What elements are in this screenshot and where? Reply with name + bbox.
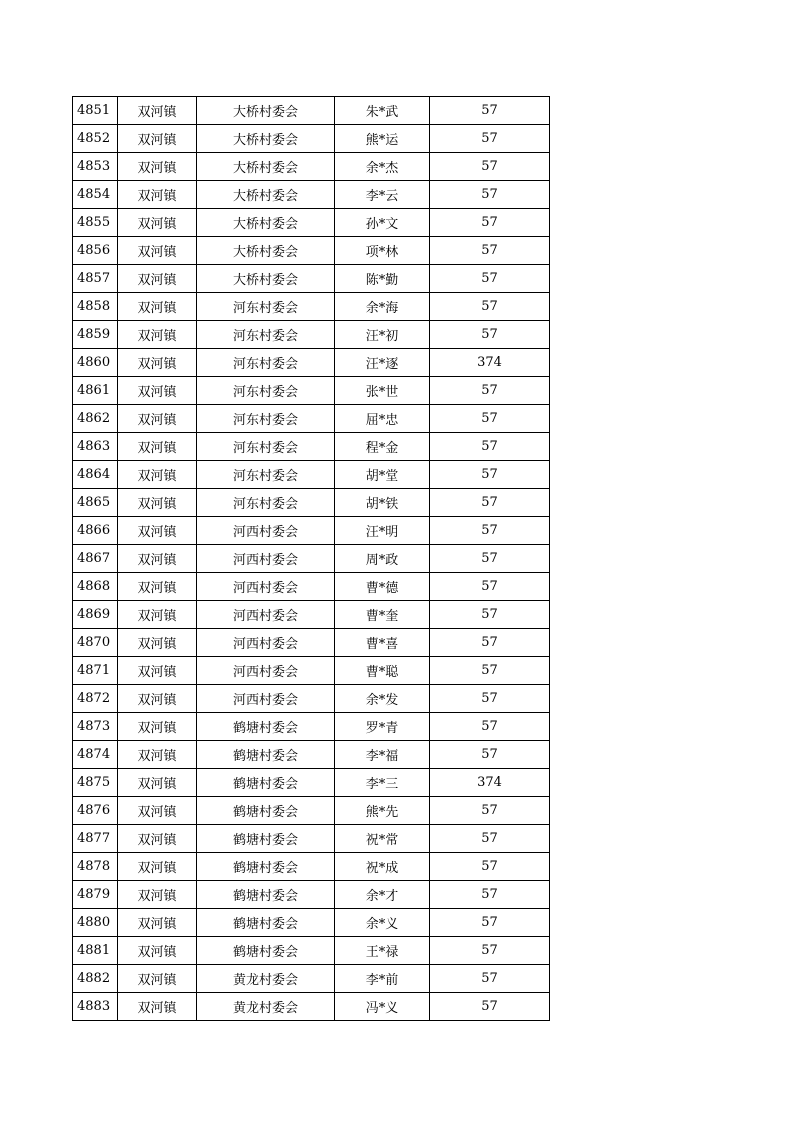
row-number-cell: 4876 xyxy=(73,797,118,825)
town-cell: 双河镇 xyxy=(118,881,197,909)
row-number-cell: 4866 xyxy=(73,517,118,545)
village-committee-cell: 鹤塘村委会 xyxy=(197,769,335,797)
row-number-cell: 4879 xyxy=(73,881,118,909)
table-row xyxy=(73,573,550,601)
person-name-cell: 王*禄 xyxy=(335,937,430,965)
table-row xyxy=(73,685,550,713)
village-committee-cell: 大桥村委会 xyxy=(197,153,335,181)
amount-cell: 57 xyxy=(430,377,550,405)
amount-cell: 57 xyxy=(430,993,550,1021)
amount-cell: 57 xyxy=(430,853,550,881)
village-committee-cell: 黄龙村委会 xyxy=(197,993,335,1021)
row-number-cell: 4883 xyxy=(73,993,118,1021)
village-committee-cell: 河东村委会 xyxy=(197,349,335,377)
person-name-cell: 李*福 xyxy=(335,741,430,769)
table-row xyxy=(73,853,550,881)
table-row xyxy=(73,545,550,573)
person-name-cell: 朱*武 xyxy=(335,97,430,125)
town-cell: 双河镇 xyxy=(118,517,197,545)
table-row xyxy=(73,741,550,769)
village-committee-cell: 鹤塘村委会 xyxy=(197,741,335,769)
person-name-cell: 余*杰 xyxy=(335,153,430,181)
person-name-cell: 冯*义 xyxy=(335,993,430,1021)
table-row xyxy=(73,97,550,125)
row-number-cell: 4870 xyxy=(73,629,118,657)
row-number-cell: 4882 xyxy=(73,965,118,993)
table-row xyxy=(73,349,550,377)
amount-cell: 57 xyxy=(430,937,550,965)
amount-cell: 57 xyxy=(430,629,550,657)
amount-cell: 57 xyxy=(430,741,550,769)
row-number-cell: 4857 xyxy=(73,265,118,293)
town-cell: 双河镇 xyxy=(118,265,197,293)
town-cell: 双河镇 xyxy=(118,489,197,517)
village-committee-cell: 河西村委会 xyxy=(197,657,335,685)
person-name-cell: 陈*勤 xyxy=(335,265,430,293)
table-row xyxy=(73,405,550,433)
person-name-cell: 汪*逐 xyxy=(335,349,430,377)
village-committee-cell: 鹤塘村委会 xyxy=(197,825,335,853)
table-row xyxy=(73,881,550,909)
amount-cell: 57 xyxy=(430,909,550,937)
town-cell: 双河镇 xyxy=(118,209,197,237)
village-committee-cell: 河东村委会 xyxy=(197,433,335,461)
town-cell: 双河镇 xyxy=(118,713,197,741)
town-cell: 双河镇 xyxy=(118,321,197,349)
village-committee-cell: 河东村委会 xyxy=(197,461,335,489)
person-name-cell: 张*世 xyxy=(335,377,430,405)
village-committee-cell: 大桥村委会 xyxy=(197,181,335,209)
person-name-cell: 曹*德 xyxy=(335,573,430,601)
row-number-cell: 4864 xyxy=(73,461,118,489)
row-number-cell: 4861 xyxy=(73,377,118,405)
village-committee-cell: 大桥村委会 xyxy=(197,125,335,153)
village-committee-cell: 河西村委会 xyxy=(197,685,335,713)
amount-cell: 57 xyxy=(430,657,550,685)
amount-cell: 57 xyxy=(430,209,550,237)
row-number-cell: 4856 xyxy=(73,237,118,265)
table-row xyxy=(73,125,550,153)
table-row xyxy=(73,153,550,181)
row-number-cell: 4873 xyxy=(73,713,118,741)
row-number-cell: 4867 xyxy=(73,545,118,573)
row-number-cell: 4859 xyxy=(73,321,118,349)
person-name-cell: 胡*铁 xyxy=(335,489,430,517)
row-number-cell: 4862 xyxy=(73,405,118,433)
row-number-cell: 4863 xyxy=(73,433,118,461)
amount-cell: 57 xyxy=(430,881,550,909)
row-number-cell: 4865 xyxy=(73,489,118,517)
row-number-cell: 4878 xyxy=(73,853,118,881)
amount-cell: 57 xyxy=(430,965,550,993)
village-committee-cell: 鹤塘村委会 xyxy=(197,881,335,909)
person-name-cell: 李*前 xyxy=(335,965,430,993)
row-number-cell: 4872 xyxy=(73,685,118,713)
row-number-cell: 4877 xyxy=(73,825,118,853)
village-committee-cell: 河东村委会 xyxy=(197,405,335,433)
person-name-cell: 汪*明 xyxy=(335,517,430,545)
table-row xyxy=(73,937,550,965)
table-row xyxy=(73,713,550,741)
row-number-cell: 4875 xyxy=(73,769,118,797)
village-committee-cell: 河西村委会 xyxy=(197,545,335,573)
amount-cell: 57 xyxy=(430,321,550,349)
town-cell: 双河镇 xyxy=(118,769,197,797)
table-row xyxy=(73,209,550,237)
row-number-cell: 4854 xyxy=(73,181,118,209)
village-committee-cell: 河东村委会 xyxy=(197,293,335,321)
row-number-cell: 4860 xyxy=(73,349,118,377)
town-cell: 双河镇 xyxy=(118,741,197,769)
town-cell: 双河镇 xyxy=(118,181,197,209)
amount-cell: 374 xyxy=(430,349,550,377)
town-cell: 双河镇 xyxy=(118,993,197,1021)
amount-cell: 57 xyxy=(430,797,550,825)
village-committee-cell: 鹤塘村委会 xyxy=(197,713,335,741)
person-name-cell: 汪*初 xyxy=(335,321,430,349)
town-cell: 双河镇 xyxy=(118,797,197,825)
town-cell: 双河镇 xyxy=(118,97,197,125)
amount-cell: 57 xyxy=(430,237,550,265)
amount-cell: 57 xyxy=(430,97,550,125)
amount-cell: 57 xyxy=(430,293,550,321)
town-cell: 双河镇 xyxy=(118,825,197,853)
town-cell: 双河镇 xyxy=(118,853,197,881)
amount-cell: 57 xyxy=(430,825,550,853)
person-name-cell: 祝*成 xyxy=(335,853,430,881)
row-number-cell: 4851 xyxy=(73,97,118,125)
person-name-cell: 李*三 xyxy=(335,769,430,797)
village-committee-cell: 黄龙村委会 xyxy=(197,965,335,993)
amount-cell: 57 xyxy=(430,433,550,461)
person-name-cell: 胡*堂 xyxy=(335,461,430,489)
amount-cell: 57 xyxy=(430,573,550,601)
town-cell: 双河镇 xyxy=(118,377,197,405)
amount-cell: 57 xyxy=(430,545,550,573)
table-row xyxy=(73,489,550,517)
amount-cell: 374 xyxy=(430,769,550,797)
row-number-cell: 4855 xyxy=(73,209,118,237)
town-cell: 双河镇 xyxy=(118,937,197,965)
row-number-cell: 4858 xyxy=(73,293,118,321)
town-cell: 双河镇 xyxy=(118,573,197,601)
person-name-cell: 熊*先 xyxy=(335,797,430,825)
village-committee-cell: 河东村委会 xyxy=(197,489,335,517)
town-cell: 双河镇 xyxy=(118,909,197,937)
town-cell: 双河镇 xyxy=(118,685,197,713)
village-committee-cell: 鹤塘村委会 xyxy=(197,797,335,825)
town-cell: 双河镇 xyxy=(118,461,197,489)
amount-cell: 57 xyxy=(430,125,550,153)
table-row xyxy=(73,909,550,937)
table-row xyxy=(73,181,550,209)
subsidy-list-table xyxy=(72,96,550,1021)
village-committee-cell: 鹤塘村委会 xyxy=(197,853,335,881)
town-cell: 双河镇 xyxy=(118,601,197,629)
row-number-cell: 4868 xyxy=(73,573,118,601)
amount-cell: 57 xyxy=(430,181,550,209)
village-committee-cell: 河西村委会 xyxy=(197,573,335,601)
person-name-cell: 孙*文 xyxy=(335,209,430,237)
amount-cell: 57 xyxy=(430,461,550,489)
town-cell: 双河镇 xyxy=(118,237,197,265)
person-name-cell: 项*林 xyxy=(335,237,430,265)
row-number-cell: 4881 xyxy=(73,937,118,965)
table-row xyxy=(73,433,550,461)
village-committee-cell: 河东村委会 xyxy=(197,321,335,349)
town-cell: 双河镇 xyxy=(118,293,197,321)
table-row xyxy=(73,377,550,405)
town-cell: 双河镇 xyxy=(118,433,197,461)
village-committee-cell: 鹤塘村委会 xyxy=(197,937,335,965)
person-name-cell: 罗*青 xyxy=(335,713,430,741)
table-row xyxy=(73,993,550,1021)
person-name-cell: 余*义 xyxy=(335,909,430,937)
table-row xyxy=(73,517,550,545)
row-number-cell: 4871 xyxy=(73,657,118,685)
amount-cell: 57 xyxy=(430,405,550,433)
row-number-cell: 4852 xyxy=(73,125,118,153)
town-cell: 双河镇 xyxy=(118,125,197,153)
person-name-cell: 曹*喜 xyxy=(335,629,430,657)
table-row xyxy=(73,293,550,321)
person-name-cell: 周*政 xyxy=(335,545,430,573)
person-name-cell: 余*海 xyxy=(335,293,430,321)
table-row xyxy=(73,237,550,265)
town-cell: 双河镇 xyxy=(118,545,197,573)
table-row xyxy=(73,629,550,657)
table-row xyxy=(73,657,550,685)
amount-cell: 57 xyxy=(430,685,550,713)
person-name-cell: 屈*忠 xyxy=(335,405,430,433)
village-committee-cell: 大桥村委会 xyxy=(197,97,335,125)
village-committee-cell: 河东村委会 xyxy=(197,377,335,405)
table-row xyxy=(73,797,550,825)
village-committee-cell: 大桥村委会 xyxy=(197,265,335,293)
table-row xyxy=(73,461,550,489)
village-committee-cell: 鹤塘村委会 xyxy=(197,909,335,937)
table-body xyxy=(73,97,550,1021)
village-committee-cell: 河西村委会 xyxy=(197,601,335,629)
person-name-cell: 曹*奎 xyxy=(335,601,430,629)
table-row xyxy=(73,601,550,629)
person-name-cell: 余*才 xyxy=(335,881,430,909)
row-number-cell: 4869 xyxy=(73,601,118,629)
village-committee-cell: 大桥村委会 xyxy=(197,209,335,237)
town-cell: 双河镇 xyxy=(118,405,197,433)
amount-cell: 57 xyxy=(430,265,550,293)
table-row xyxy=(73,265,550,293)
town-cell: 双河镇 xyxy=(118,657,197,685)
person-name-cell: 程*金 xyxy=(335,433,430,461)
village-committee-cell: 河西村委会 xyxy=(197,629,335,657)
person-name-cell: 曹*聪 xyxy=(335,657,430,685)
person-name-cell: 熊*运 xyxy=(335,125,430,153)
table-row xyxy=(73,965,550,993)
town-cell: 双河镇 xyxy=(118,153,197,181)
amount-cell: 57 xyxy=(430,713,550,741)
row-number-cell: 4880 xyxy=(73,909,118,937)
table-row xyxy=(73,825,550,853)
row-number-cell: 4874 xyxy=(73,741,118,769)
amount-cell: 57 xyxy=(430,153,550,181)
town-cell: 双河镇 xyxy=(118,965,197,993)
amount-cell: 57 xyxy=(430,601,550,629)
amount-cell: 57 xyxy=(430,517,550,545)
village-committee-cell: 大桥村委会 xyxy=(197,237,335,265)
person-name-cell: 祝*常 xyxy=(335,825,430,853)
person-name-cell: 李*云 xyxy=(335,181,430,209)
table-row xyxy=(73,769,550,797)
amount-cell: 57 xyxy=(430,489,550,517)
town-cell: 双河镇 xyxy=(118,629,197,657)
person-name-cell: 余*发 xyxy=(335,685,430,713)
row-number-cell: 4853 xyxy=(73,153,118,181)
table-row xyxy=(73,321,550,349)
village-committee-cell: 河西村委会 xyxy=(197,517,335,545)
town-cell: 双河镇 xyxy=(118,349,197,377)
